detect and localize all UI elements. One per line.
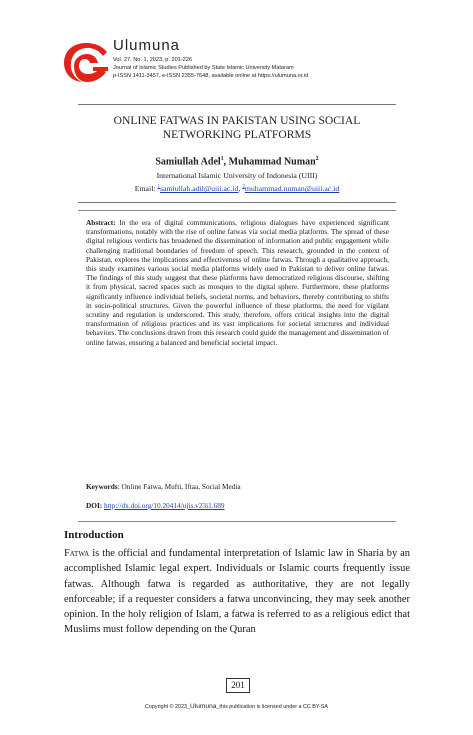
title-block (78, 104, 396, 203)
abstract-body: In the era of digital communications, religious dialogues have experienced significant transformations, notably with the rise of online fatwas via social media platforms. The spread of these digital religious verdicts has broadened the dissemination of information and public engagement while challenging traditional boundaries of freedom of speech. This research, grounded in the context of Pakistan, explores the implications and effectiveness of online fatwas. Through a qualitative approach, this study examines various social media platforms widely used in Pakistan to deliver online fatwas. The findings of this study suggest that these platforms have democratized religious discourse, shifting it from physical, sacred spaces such as mosques to the digital sphere. Furthermore, these platforms significantly influence individual beliefs, societal norms, and behaviors, thereby contributing to shifts in socio-political structures. Given the powerful influence of these platforms, the need for vigilant scrutiny and regulation is underscored. This study, therefore, offers critical insights into the digital transformation of religious practices and its vast implications for societal structures and individual behaviors. The conclusions drawn from this research could guide the management and dissemination of online fatwas, ensuring a balanced and beneficial societal impact. (86, 218, 389, 347)
email-separator: , (238, 184, 243, 193)
author-1: Samiullah Adel (155, 156, 221, 168)
journal-brand-name: Ulumuna (113, 37, 181, 54)
section-heading-introduction: Introduction (64, 529, 124, 541)
doi (86, 501, 225, 510)
journal-meta (113, 56, 413, 80)
abstract-text (86, 218, 389, 347)
paper-title-line-2: NETWORKING PLATFORMS (162, 128, 312, 141)
keywords-list: : Online Fatwa, Mufti, Iftaa, Social Media (117, 482, 241, 491)
affiliation: International Islamic University of Indonesia (UIII) (156, 171, 318, 180)
authors (78, 156, 396, 167)
email-2-link[interactable]: muhammad.numan@uiii.ac.id (244, 184, 340, 193)
email-1-link[interactable]: samiullah.adil@uiii.ac.id (159, 184, 239, 193)
journal-publisher-line: Journal of Islamic Studies Published by State Islamic University Mataram (113, 65, 294, 72)
paper-title (78, 114, 396, 142)
first-word: Fatwa (64, 548, 90, 559)
abstract-label: Abstract: (86, 218, 116, 227)
author-2-sup: 2 (315, 156, 319, 162)
email-label: Email: (134, 184, 158, 193)
email-1-sup: 1 (157, 184, 160, 190)
doi-label: DOI: (86, 501, 105, 510)
copyright-brand: Ulumuna (190, 703, 217, 710)
email-line (78, 184, 396, 193)
page-number: 201 (226, 678, 250, 693)
abstract-block (78, 210, 396, 522)
journal-volume-line: Vol. 27, No. 1, 2023, p. 201-226 (113, 57, 192, 63)
copyright-prefix: Copyright © 2023_ (145, 704, 191, 710)
copyright-line (0, 703, 473, 710)
paragraph-text: is the official and fundamental interpretation of Islamic law in Sharia by an accomplished Islamic legal expert. Individuals or Islamic courts frequently issue fatwas. Although fatwa is regarded as authoritative, they are not legally enforceable; if a requester considers a fatwa unconvincing, they may seek another opinion. In the holy religion of Islam, a fatwa is referred to as a religious edict that Muslims must follow depending on the Quran (64, 548, 410, 636)
author-1-sup: 1 (220, 156, 224, 162)
journal-issn-line[interactable]: p-ISSN 1411-3457, e-ISSN 2355-7648, available online at https://ulumuna.or.id (113, 73, 309, 80)
author-separator: , (223, 156, 229, 168)
ulumuna-logo-icon (60, 40, 112, 86)
keywords-label: Keywords (86, 482, 118, 491)
doi-link[interactable]: http://dx.doi.org/10.20414/ujis.v23i1.689 (104, 501, 225, 510)
email-2-sup: 2 (242, 184, 245, 190)
introduction-paragraph (64, 546, 410, 638)
author-2: Muhammad Numan (228, 156, 316, 168)
paper-title-line-1: ONLINE FATWAS IN PAKISTAN USING SOCIAL (113, 114, 361, 127)
copyright-suffix: _this publication is licensed under a CC BY-SA (216, 704, 328, 710)
keywords (86, 482, 241, 491)
